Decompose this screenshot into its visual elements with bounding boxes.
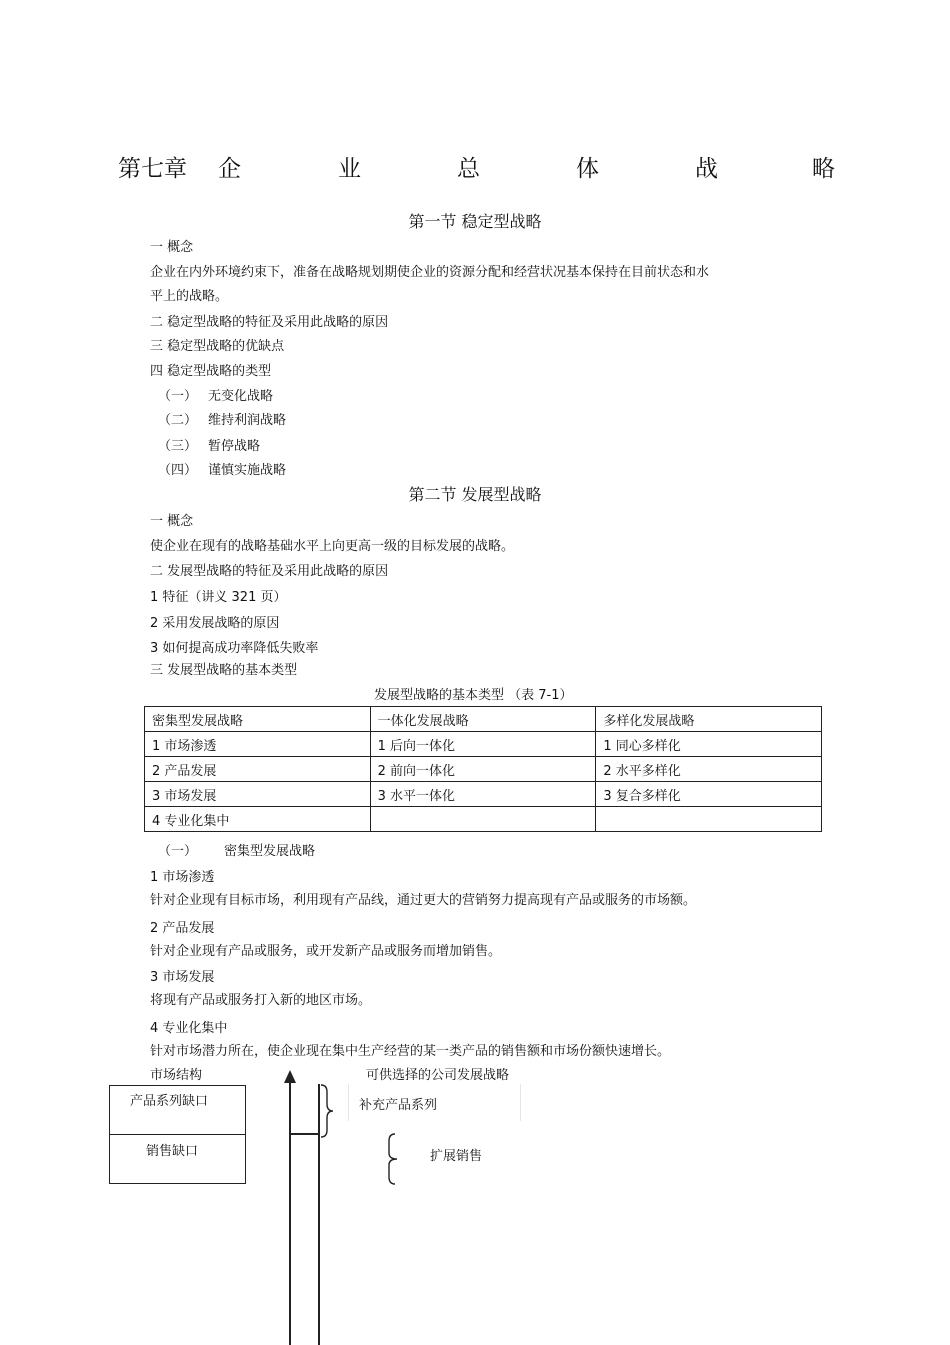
table-cell: 2 产品发展 <box>145 757 371 782</box>
box-label: 销售缺口 <box>146 1144 199 1159</box>
list-item-number: （三） <box>158 439 198 454</box>
list-item-label: 密集型发展战略 <box>224 844 316 859</box>
list-item: 2 采用发展战略的原因 <box>150 616 280 631</box>
product-line-gap-box <box>109 1085 246 1135</box>
table-cell: 1 市场渗透 <box>145 732 371 757</box>
table-cell: 4 专业化集中 <box>145 807 371 832</box>
section-heading: 第二节 发展型战略 <box>408 485 542 504</box>
paragraph-line: 企业在内外环境约束下，准备在战略规划期使企业的资源分配和经营状况基本保持在目前状态和水 <box>150 265 710 280</box>
chapter-title-char: 总 <box>457 156 480 182</box>
table-cell: 1 后向一体化 <box>370 732 596 757</box>
list-item-number: （四） <box>158 463 198 478</box>
table-header-row <box>145 707 822 732</box>
chapter-title-char: 业 <box>338 156 361 182</box>
sales-gap-box <box>109 1134 246 1184</box>
list-item-title: 3 市场发展 <box>150 970 215 985</box>
paragraph-line: 针对市场潜力所在，使企业现在集中生产经营的某一类产品的销售额和市场份额快速增长。 <box>150 1044 671 1059</box>
chapter-title-char: 企 <box>218 156 241 182</box>
list-heading: 三 发展型战略的基本类型 <box>150 663 298 678</box>
list-item-title: 4 专业化集中 <box>150 1021 228 1036</box>
list-heading: 二 稳定型战略的特征及采用此战略的原因 <box>150 315 389 330</box>
table-caption: 发展型战略的基本类型 （表 7-1） <box>374 688 573 703</box>
list-item-label: 暂停战略 <box>208 439 261 454</box>
table-row <box>145 757 822 782</box>
list-heading: 三 稳定型战略的优缺点 <box>150 339 285 354</box>
arrow-up-icon <box>283 1070 297 1084</box>
box-label: 产品系列缺口 <box>130 1094 209 1109</box>
chapter-title-char: 战 <box>695 156 718 182</box>
strategy-table <box>144 706 822 832</box>
table-cell: 3 复合多样化 <box>596 782 822 807</box>
paragraph-line: 针对企业现有目标市场，利用现有产品线，通过更大的营销努力提高现有产品或服务的市场额。 <box>150 893 697 908</box>
option-label: 扩展销售 <box>430 1149 483 1164</box>
list-item-label: 维持利润战略 <box>208 413 287 428</box>
concept-heading: 一 概念 <box>150 240 194 255</box>
list-item-title: 1 市场渗透 <box>150 870 215 885</box>
brace-icon <box>318 1084 336 1138</box>
list-heading: 四 稳定型战略的类型 <box>150 364 272 379</box>
list-item: 3 如何提高成功率降低失败率 <box>150 641 319 656</box>
connector-line <box>290 1133 318 1135</box>
table-row <box>145 807 822 832</box>
paragraph-line: 平上的战略。 <box>150 289 229 304</box>
chapter-title-char: 略 <box>812 156 835 182</box>
option-label: 补充产品系列 <box>359 1098 438 1113</box>
table-cell: 3 市场发展 <box>145 782 371 807</box>
table-cell <box>596 807 822 832</box>
axis-line <box>289 1082 291 1345</box>
table-header-cell: 一体化发展战略 <box>370 707 596 732</box>
section-heading: 第一节 稳定型战略 <box>408 212 542 231</box>
list-item-label: 谨慎实施战略 <box>208 463 287 478</box>
table-cell: 2 水平多样化 <box>596 757 822 782</box>
table-cell: 3 水平一体化 <box>370 782 596 807</box>
list-item-number: （一） <box>158 389 198 404</box>
table-header-cell: 多样化发展战略 <box>596 707 822 732</box>
list-item-title: 2 产品发展 <box>150 921 215 936</box>
table-cell <box>370 807 596 832</box>
option-box <box>348 1084 521 1121</box>
list-item-label: 无变化战略 <box>208 389 274 404</box>
list-item-number: （二） <box>158 413 198 428</box>
table-cell: 1 同心多样化 <box>596 732 822 757</box>
list-item: 1 特征（讲义 321 页） <box>150 590 287 605</box>
concept-heading: 一 概念 <box>150 514 194 529</box>
table-row <box>145 732 822 757</box>
paragraph-line: 使企业在现有的战略基础水平上向更高一级的目标发展的战略。 <box>150 539 515 554</box>
table-header-cell: 密集型发展战略 <box>145 707 371 732</box>
brace-icon <box>385 1133 405 1185</box>
diagram-right-label: 可供选择的公司发展战略 <box>366 1068 510 1083</box>
paragraph-line: 将现有产品或服务打入新的地区市场。 <box>150 993 372 1008</box>
chapter-title-prefix: 第七章 <box>118 156 187 182</box>
table-cell: 2 前向一体化 <box>370 757 596 782</box>
list-item-number: （一） <box>158 844 198 859</box>
chapter-title-char: 体 <box>576 156 599 182</box>
list-heading: 二 发展型战略的特征及采用此战略的原因 <box>150 564 389 579</box>
paragraph-line: 针对企业现有产品或服务，或开发新产品或服务而增加销售。 <box>150 944 502 959</box>
diagram-left-label: 市场结构 <box>150 1068 203 1083</box>
table-row <box>145 782 822 807</box>
